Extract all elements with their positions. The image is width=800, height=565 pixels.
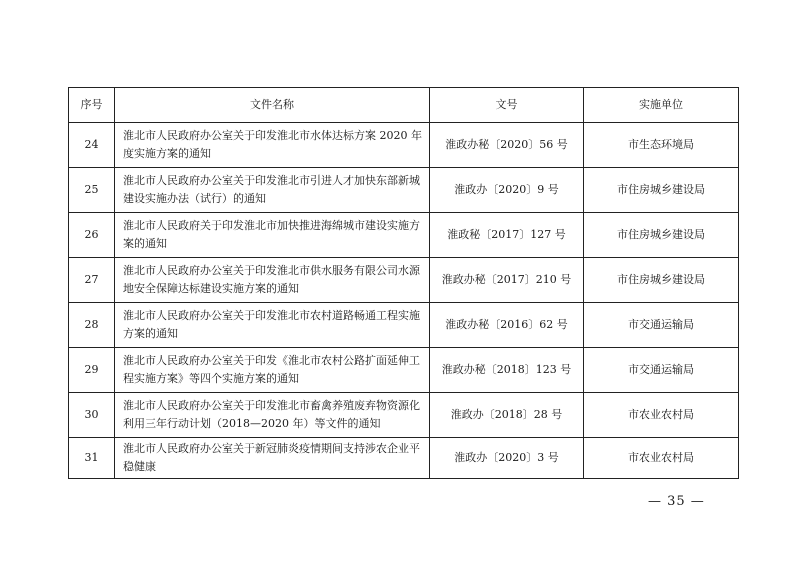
- cell-no: 29: [69, 348, 115, 393]
- table-row: [69, 258, 739, 303]
- cell-doc: 淮政办秘〔2018〕123 号: [430, 348, 584, 393]
- cell-unit: 市交通运输局: [584, 348, 739, 393]
- cell-doc: 淮政办秘〔2016〕62 号: [430, 303, 584, 348]
- cell-name: 淮北市人民政府办公室关于印发淮北市水体达标方案 2020 年度实施方案的通知: [115, 123, 430, 168]
- cell-unit: 市住房城乡建设局: [584, 168, 739, 213]
- table-row: [69, 393, 739, 438]
- cell-doc: 淮政办秘〔2020〕56 号: [430, 123, 584, 168]
- cell-unit: 市农业农村局: [584, 438, 739, 479]
- header-name: 文件名称: [115, 88, 430, 123]
- table-row: [69, 123, 739, 168]
- cell-doc: 淮政办〔2018〕28 号: [430, 393, 584, 438]
- cell-name: 淮北市人民政府办公室关于印发淮北市畜禽养殖废弃物资源化利用三年行动计划（2018—2020 年）等文件的通知: [115, 393, 430, 438]
- table-row: [69, 303, 739, 348]
- cell-unit: 市生态环境局: [584, 123, 739, 168]
- cell-unit: 市农业农村局: [584, 393, 739, 438]
- header-doc: 文号: [430, 88, 584, 123]
- cell-no: 25: [69, 168, 115, 213]
- header-unit: 实施单位: [584, 88, 739, 123]
- cell-name: 淮北市人民政府办公室关于印发淮北市农村道路畅通工程实施方案的通知: [115, 303, 430, 348]
- cell-no: 27: [69, 258, 115, 303]
- cell-no: 26: [69, 213, 115, 258]
- cell-doc: 淮政办秘〔2017〕210 号: [430, 258, 584, 303]
- cell-no: 24: [69, 123, 115, 168]
- table-row: [69, 213, 739, 258]
- cell-name: 淮北市人民政府办公室关于印发淮北市供水服务有限公司水源地安全保障达标建设实施方案的通知: [115, 258, 430, 303]
- cell-name: 淮北市人民政府办公室关于印发《淮北市农村公路扩面延伸工程实施方案》等四个实施方案的通知: [115, 348, 430, 393]
- cell-doc: 淮政秘〔2017〕127 号: [430, 213, 584, 258]
- table-header-row: [69, 88, 739, 123]
- cell-no: 31: [69, 438, 115, 479]
- cell-name: 淮北市人民政府办公室关于印发淮北市引进人才加快东部新城建设实施办法（试行）的通知: [115, 168, 430, 213]
- cell-name: 淮北市人民政府办公室关于新冠肺炎疫情期间支持涉农企业平稳健康: [115, 438, 430, 479]
- cell-unit: 市交通运输局: [584, 303, 739, 348]
- cell-name: 淮北市人民政府关于印发淮北市加快推进海绵城市建设实施方案的通知: [115, 213, 430, 258]
- cell-no: 30: [69, 393, 115, 438]
- header-no: 序号: [69, 88, 115, 123]
- table-row: [69, 168, 739, 213]
- document-table: [68, 87, 739, 479]
- cell-doc: 淮政办〔2020〕9 号: [430, 168, 584, 213]
- table-row: [69, 348, 739, 393]
- cell-doc: 淮政办〔2020〕3 号: [430, 438, 584, 479]
- page-number: — 35 —: [648, 494, 705, 509]
- cell-unit: 市住房城乡建设局: [584, 213, 739, 258]
- table-row: [69, 438, 739, 479]
- cell-unit: 市住房城乡建设局: [584, 258, 739, 303]
- cell-no: 28: [69, 303, 115, 348]
